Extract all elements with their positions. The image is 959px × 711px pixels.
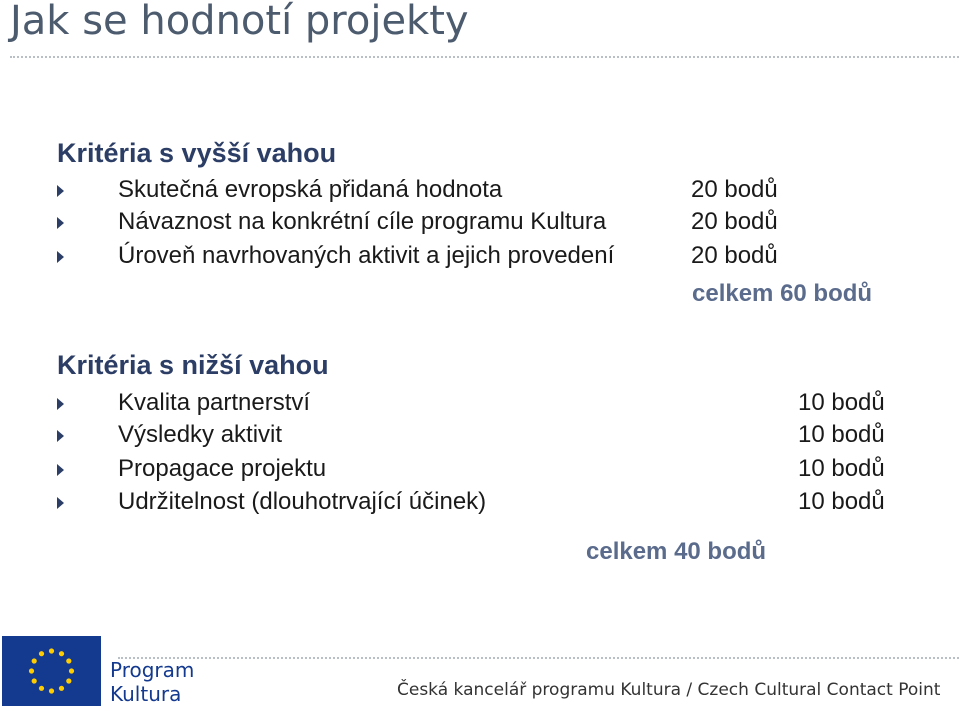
criterion-points: 20 bodů [691,208,778,235]
eu-flag-icon [2,636,101,706]
criterion-points: 10 bodů [798,421,885,448]
criterion-label: Propagace projektu [118,455,327,482]
criterion-points: 10 bodů [798,488,885,515]
bullet-arrow-icon [57,464,64,476]
logo-line-program: Program [110,658,195,682]
bullet-arrow-icon [57,185,64,197]
criterion-label: Návaznost na konkrétní cíle programu Kultura [118,208,607,235]
criterion-points: 20 bodů [691,242,778,269]
bullet-arrow-icon [57,251,64,263]
program-kultura-logo [110,658,194,706]
criterion-label: Výsledky aktivit [118,421,283,448]
bullet-arrow-icon [57,217,64,229]
criterion-label: Skutečná evropská přidaná hodnota [118,176,503,203]
criterion-points: 10 bodů [798,455,885,482]
title-divider [10,56,959,58]
lower-total: celkem 40 bodů [586,538,767,565]
eu-stars-icon [2,636,101,706]
higher-criteria-heading: Kritéria s vyšší vahou [57,138,337,168]
bullet-arrow-icon [57,430,64,442]
criterion-label: Úroveň navrhovaných aktivit a jejich provedení [118,242,615,269]
slide-title: Jak se hodnotí projekty [10,0,469,44]
bullet-arrow-icon [57,497,64,509]
lower-criteria-heading: Kritéria s nižší vahou [57,350,329,380]
logo-line-kultura: Kultura [110,682,182,706]
criterion-points: 20 bodů [691,176,778,203]
bullet-arrow-icon [57,398,64,410]
criterion-label: Kvalita partnerství [118,389,311,416]
criterion-points: 10 bodů [798,389,885,416]
criterion-label: Udržitelnost (dlouhotrvající účinek) [118,488,487,515]
higher-total: celkem 60 bodů [692,280,873,307]
footer-divider [118,657,959,659]
footer-organization-text: Česká kancelář programu Kultura / Czech Cultural Contact Point [397,680,941,700]
